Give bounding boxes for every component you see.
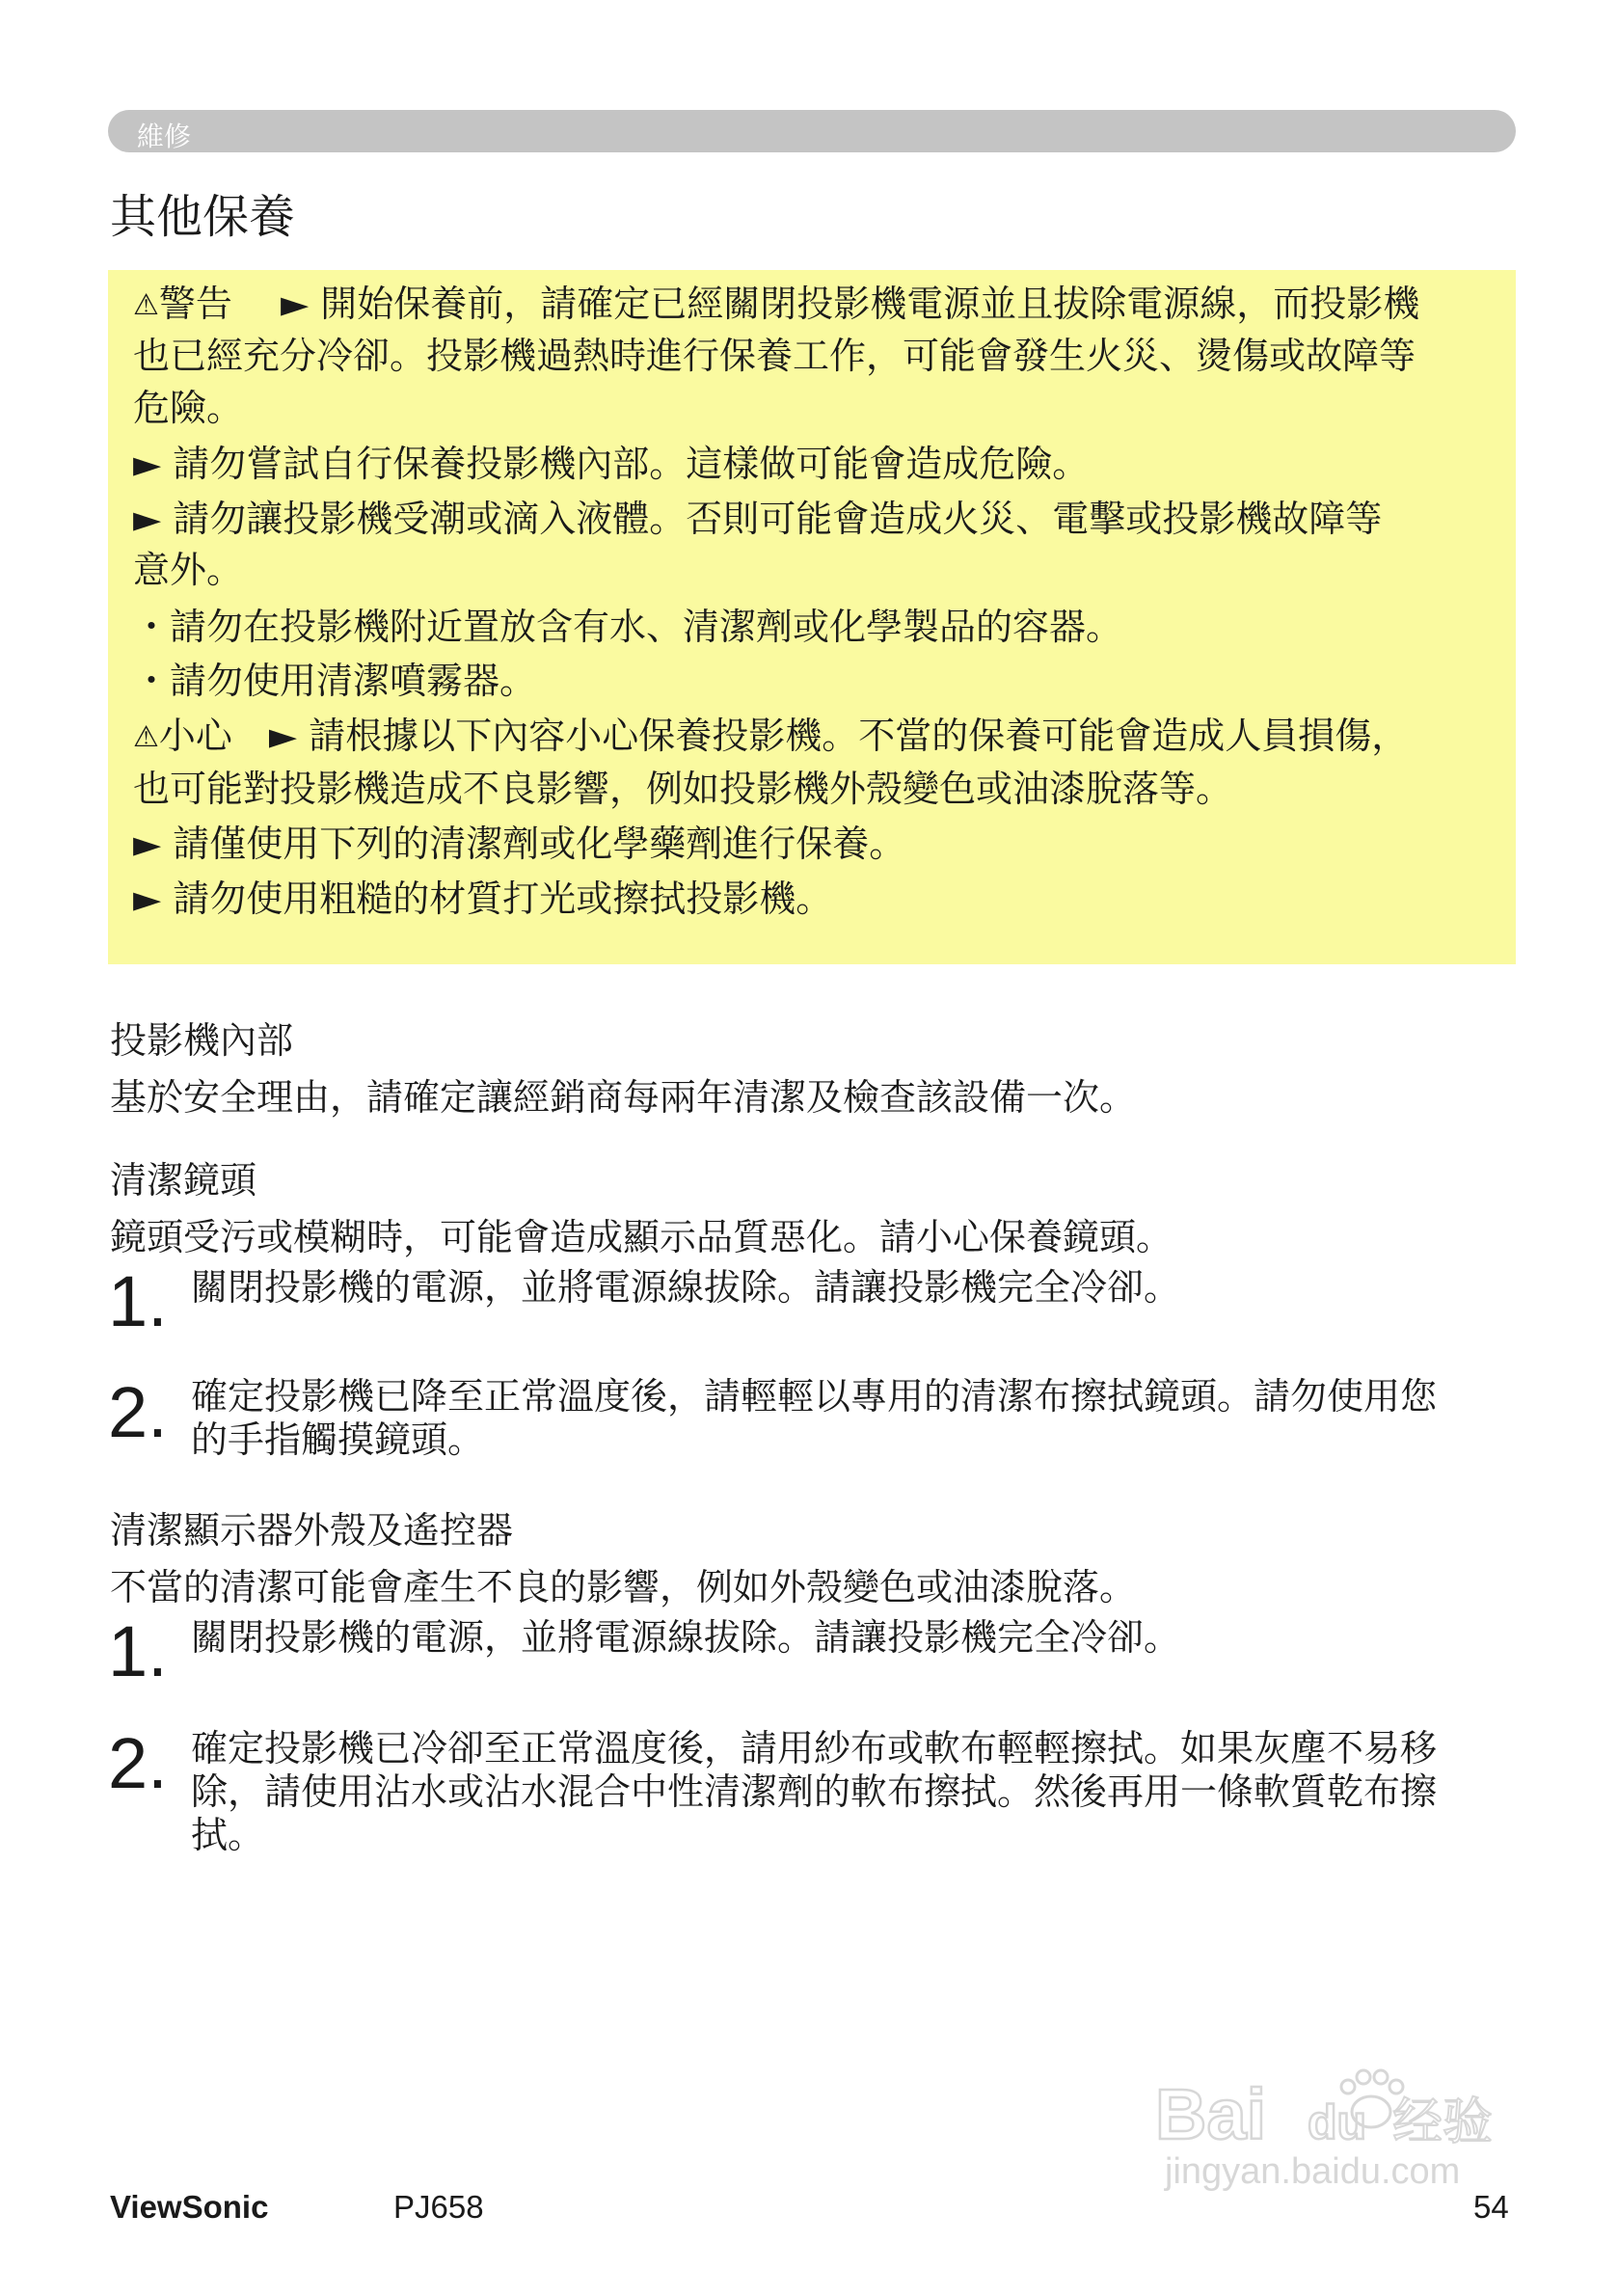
section-heading: 清潔顯示器外殼及遙控器 bbox=[110, 1509, 514, 1552]
footer-model: PJ658 bbox=[393, 2189, 484, 2225]
step-text: 的手指觸摸鏡頭。 bbox=[191, 1418, 485, 1461]
step-text: 拭。 bbox=[191, 1814, 265, 1856]
step-number: 2. bbox=[108, 1723, 168, 1803]
caution-text: 小心 ► 請根據以下內容小心保養投影機。不當的保養可能會造成人員損傷， bbox=[158, 715, 1409, 757]
section-heading: 投影機內部 bbox=[110, 1019, 294, 1062]
section-body: 基於安全理由，請確定讓經銷商每兩年清潔及檢查該設備一次。 bbox=[110, 1076, 1137, 1119]
caution-line: 也可能對投影機造成不良影響，例如投影機外殼變色或油漆脫落等。 bbox=[133, 768, 1233, 810]
section-body: 鏡頭受污或模糊時，可能會造成顯示品質惡化。請小心保養鏡頭。 bbox=[110, 1216, 1173, 1258]
caution-line: ► 請僅使用下列的清潔劑或化學藥劑進行保養。 bbox=[133, 823, 906, 865]
warning-line: ・請勿在投影機附近置放含有水、清潔劑或化學製品的容器。 bbox=[133, 606, 1123, 648]
step-number: 1. bbox=[108, 1611, 168, 1691]
section-header-bar bbox=[108, 110, 1516, 152]
warning-line: 意外。 bbox=[133, 549, 244, 591]
step-number: 1. bbox=[108, 1261, 168, 1341]
step-text: 除，請使用沾水或沾水混合中性清潔劑的軟布擦拭。然後再用一條軟質乾布擦 bbox=[191, 1770, 1438, 1813]
section-heading: 清潔鏡頭 bbox=[110, 1159, 257, 1202]
caution-line bbox=[133, 710, 1408, 764]
caution-icon: ⚠ bbox=[133, 720, 159, 754]
section-body: 不當的清潔可能會產生不良的影響，例如外殼變色或油漆脫落。 bbox=[110, 1566, 1137, 1608]
warning-line: 也已經充分冷卻。投影機過熱時進行保養工作，可能會發生火災、燙傷或故障等 bbox=[133, 335, 1416, 377]
warning-line: ► 請勿嘗試自行保養投影機內部。這樣做可能會造成危險。 bbox=[133, 443, 1090, 485]
warning-icon: ⚠ bbox=[133, 288, 159, 322]
step-text: 關閉投影機的電源，並將電源線拔除。請讓投影機完全冷卻。 bbox=[191, 1616, 1181, 1659]
step-text: 確定投影機已降至正常溫度後，請輕輕以專用的清潔布擦拭鏡頭。請勿使用您 bbox=[191, 1375, 1438, 1418]
caution-line: ► 請勿使用粗糙的材質打光或擦拭投影機。 bbox=[133, 878, 833, 920]
step-text: 關閉投影機的電源，並將電源線拔除。請讓投影機完全冷卻。 bbox=[191, 1266, 1181, 1309]
step-number: 2. bbox=[108, 1372, 168, 1452]
baidu-jingyan-watermark bbox=[1155, 2050, 1531, 2195]
warning-text: 警告 ► 開始保養前，請確定已經關閉投影機電源並且拔除電源線，而投影機 bbox=[158, 283, 1420, 325]
watermark-logo-text: Bai bbox=[1155, 2074, 1267, 2154]
page-number: 54 bbox=[1473, 2189, 1509, 2225]
warning-line: 危險。 bbox=[133, 387, 244, 429]
warning-line: ► 請勿讓投影機受潮或滴入液體。否則可能會造成火災、電擊或投影機故障等 bbox=[133, 498, 1383, 540]
page-title: 其他保養 bbox=[110, 190, 296, 244]
footer-brand: ViewSonic bbox=[110, 2189, 269, 2225]
watermark-logo-du: du bbox=[1308, 2095, 1367, 2149]
warning-box bbox=[108, 270, 1516, 964]
warning-line bbox=[133, 278, 1419, 332]
step-text: 確定投影機已冷卻至正常溫度後，請用紗布或軟布輕輕擦拭。如果灰塵不易移 bbox=[191, 1727, 1438, 1769]
section-label: 維修 bbox=[137, 121, 192, 152]
watermark-logo-cjk: 经验 bbox=[1392, 2093, 1494, 2151]
warning-line: ・請勿使用清潔噴霧器。 bbox=[133, 660, 537, 702]
watermark-url: jingyan.baidu.com bbox=[1165, 2151, 1461, 2192]
